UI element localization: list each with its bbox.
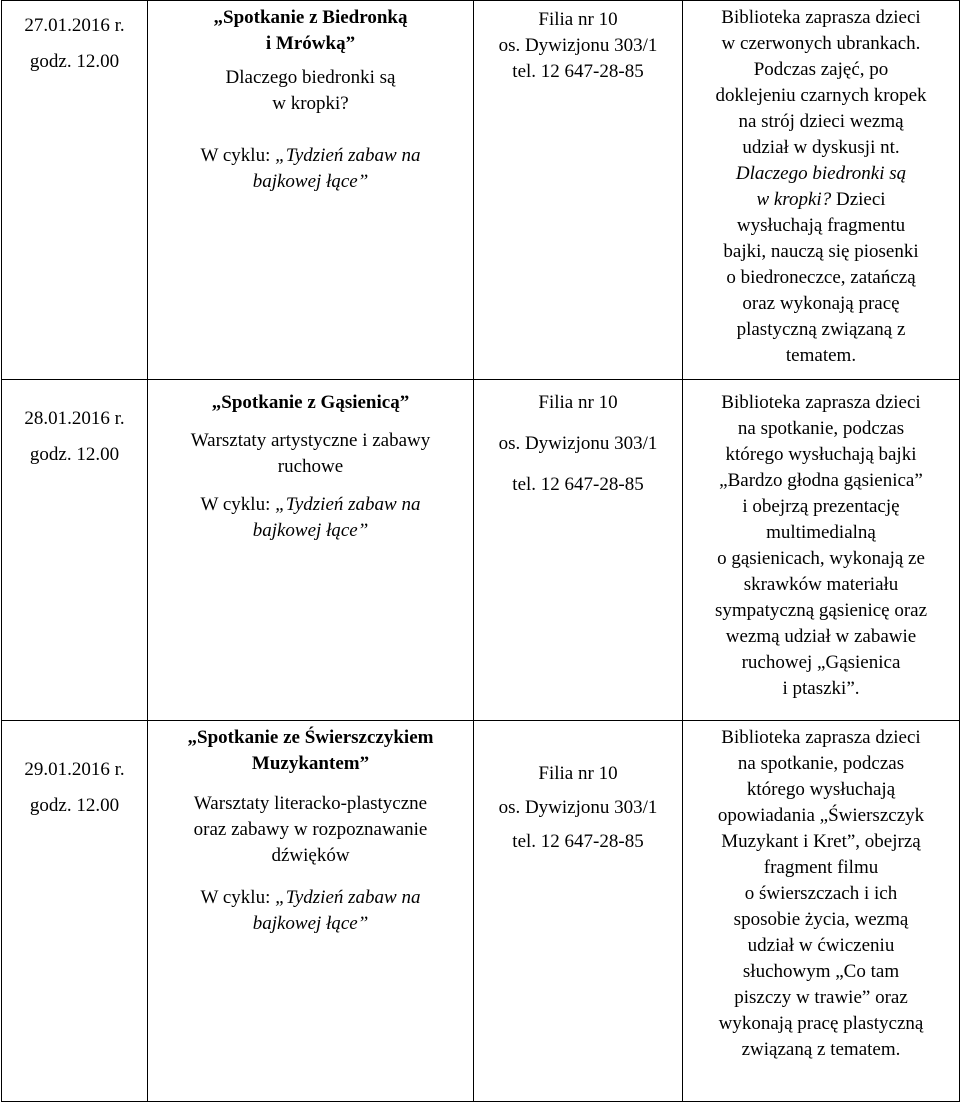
event-cycle: W cyklu: „Tydzień zabaw na bajkowej łące” bbox=[200, 145, 421, 192]
event-title: „Spotkanie z Biedronką i Mrówką” bbox=[213, 7, 408, 54]
event-cycle: W cyklu: „Tydzień zabaw na bajkowej łące” bbox=[200, 887, 421, 934]
event-title: „Spotkanie ze Świerszczykiem Muzykantem” bbox=[187, 727, 434, 774]
description-cell: Biblioteka zaprasza dzieci na spotkanie, podczas którego wysłuchają opowiadania „Świerszczyk Muzykant i Kret”, obejrzą fragment filmu o świerszczach i ich sposobie życia, wezmą udział w ćwiczeniu słuchowym „Co tam piszczy w trawie” oraz wykonają pracę plastyczną związaną z tematem. bbox=[683, 721, 960, 1102]
date-cell bbox=[2, 1, 148, 380]
branch-phone: tel. 12 647-28-85 bbox=[512, 474, 644, 495]
event-cell bbox=[148, 380, 474, 721]
branch-address: os. Dywizjonu 303/1 bbox=[498, 797, 658, 818]
event-time: godz. 12.00 bbox=[29, 795, 120, 816]
location-cell bbox=[474, 1, 683, 380]
event-row bbox=[2, 1, 960, 380]
event-title: „Spotkanie z Gąsienicą” bbox=[211, 392, 410, 413]
date-cell bbox=[2, 380, 148, 721]
event-date: 27.01.2016 r. bbox=[24, 15, 125, 36]
event-subtitle: Warsztaty literacko-plastyczne oraz zabawy w rozpoznawanie dźwięków bbox=[193, 793, 428, 866]
branch-address: os. Dywizjonu 303/1 bbox=[498, 433, 658, 454]
event-time: godz. 12.00 bbox=[29, 444, 120, 465]
description-cell: Biblioteka zaprasza dzieci w czerwonych ubrankach. Podczas zajęć, po doklejeniu czarnych kropek na strój dzieci wezmą udział w dyskusji nt. Dlaczego biedronki są w kropki? Dzieci wysłuchają fragmentu bajki, nauczą się piosenki o biedroneczce, zatańczą oraz wykonają pracę plastyczną związaną z tematem. bbox=[683, 1, 960, 380]
event-cell bbox=[148, 721, 474, 1102]
event-time: godz. 12.00 bbox=[29, 51, 120, 72]
date-cell bbox=[2, 721, 148, 1102]
event-row bbox=[2, 380, 960, 721]
branch-phone: tel. 12 647-28-85 bbox=[512, 61, 644, 82]
branch-name: Filia nr 10 bbox=[538, 9, 618, 30]
branch-name: Filia nr 10 bbox=[538, 392, 618, 413]
location-cell bbox=[474, 380, 683, 721]
event-row bbox=[2, 721, 960, 1102]
event-date: 28.01.2016 r. bbox=[24, 408, 125, 429]
branch-phone: tel. 12 647-28-85 bbox=[512, 831, 644, 852]
event-subtitle: Warsztaty artystyczne i zabawy ruchowe bbox=[190, 430, 431, 477]
events-table bbox=[1, 0, 960, 1102]
branch-address: os. Dywizjonu 303/1 bbox=[498, 35, 658, 56]
event-date: 29.01.2016 r. bbox=[24, 759, 125, 780]
description-cell: Biblioteka zaprasza dzieci na spotkanie, podczas którego wysłuchają bajki „Bardzo głodna gąsienica” i obejrzą prezentację multimedialną o gąsienicach, wykonają ze skrawków materiału sympatyczną gąsienicę oraz wezmą udział w zabawie ruchowej „Gąsienica i ptaszki”. bbox=[683, 380, 960, 721]
event-subtitle: Dlaczego biedronki są w kropki? bbox=[225, 67, 396, 114]
branch-name: Filia nr 10 bbox=[538, 763, 618, 784]
event-cycle: W cyklu: „Tydzień zabaw na bajkowej łące” bbox=[200, 494, 421, 541]
event-cell bbox=[148, 1, 474, 380]
location-cell bbox=[474, 721, 683, 1102]
